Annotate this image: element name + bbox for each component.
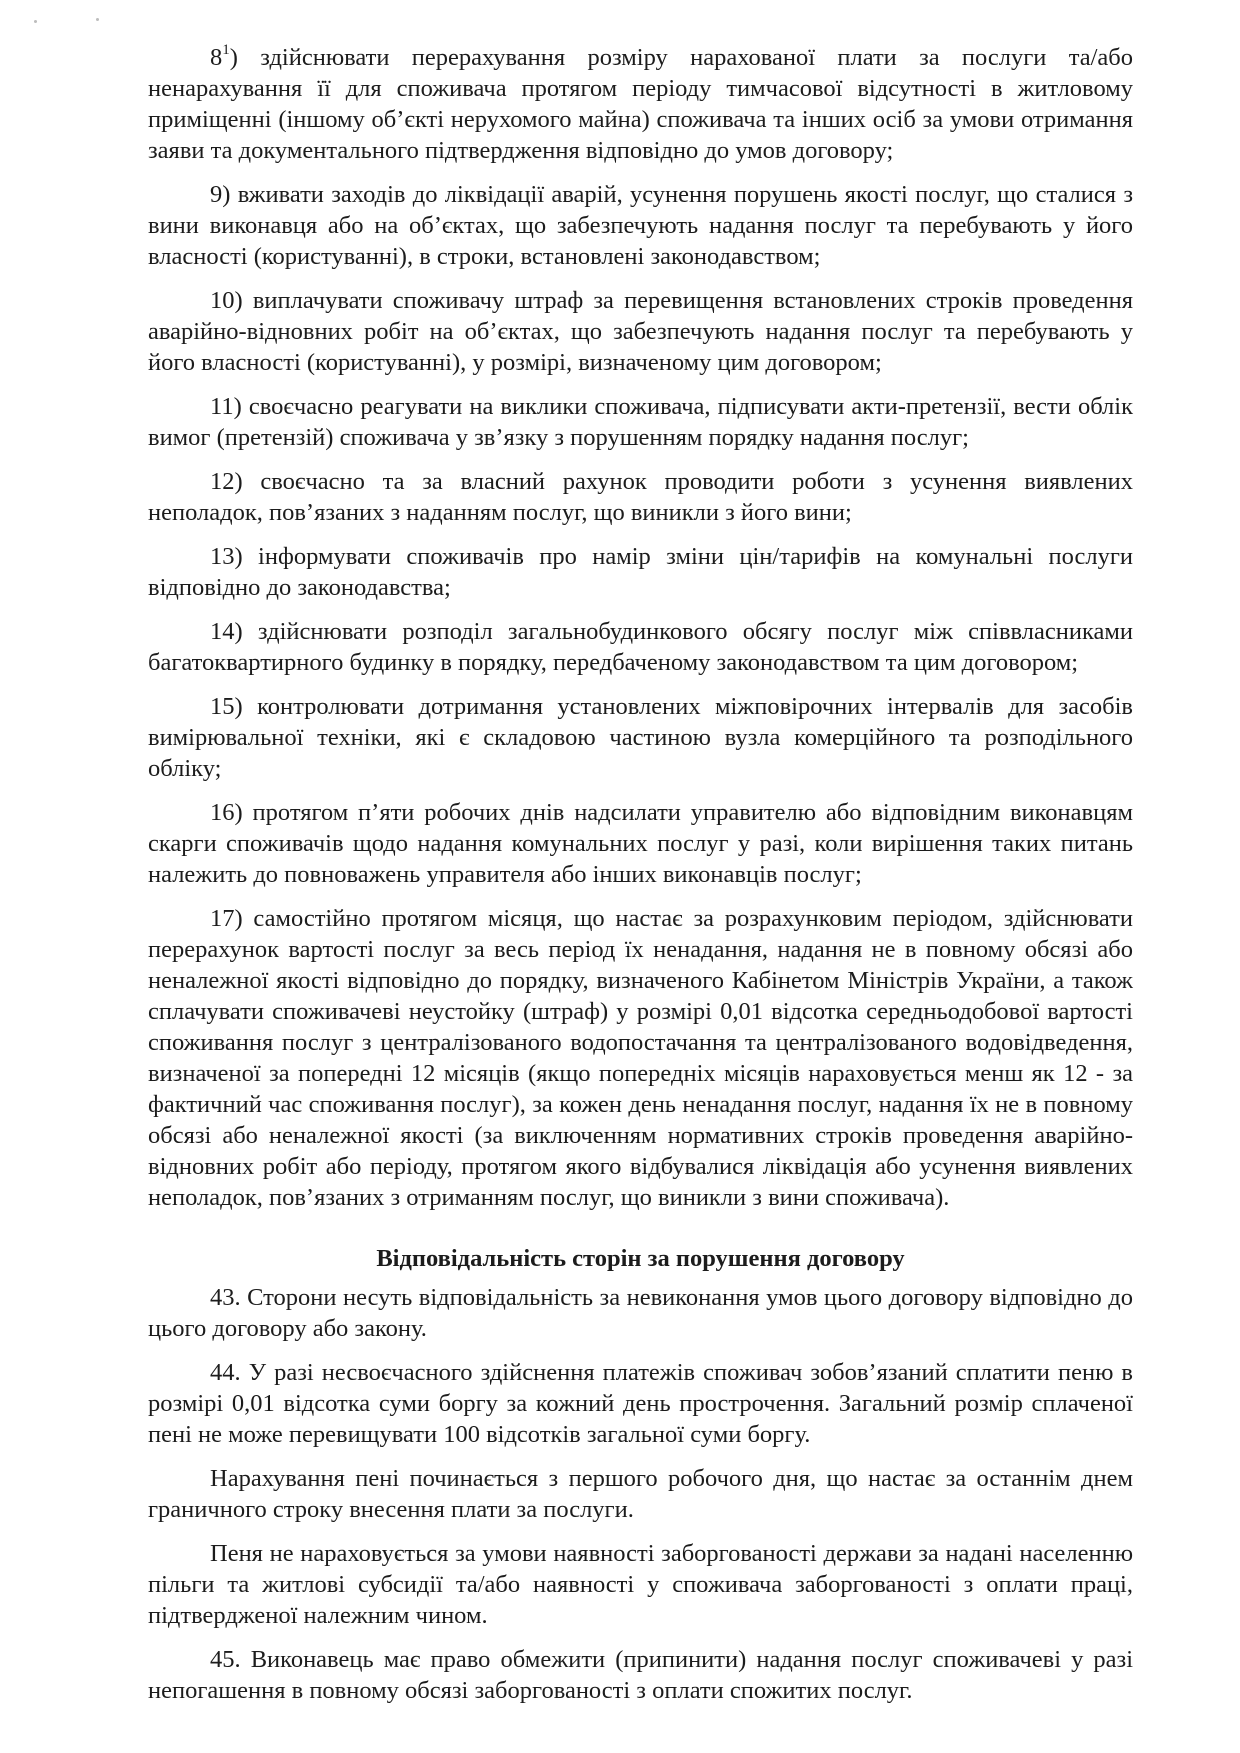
clause-text: Виконавець має право обмежити (припинити) надання послуг споживачеві у разі непогашення в повному обсязі заборгованості з оплати спожитих послуг.	[148, 1646, 1134, 1704]
item-text: здійснювати перерахування розміру нарахованої плати за послуги та/або ненарахування її для споживача протягом періоду тимчасової відсутності в житловому приміщенні (іншому об’єкті нерухомого майна) споживача та інших осіб за умови отримання заяви та документального підтвердження відповідно до умов договору;	[148, 44, 1133, 164]
item-superscript: 1	[222, 41, 230, 58]
scan-artifact	[34, 20, 37, 23]
item-number: 8	[210, 44, 223, 71]
clause-text: Сторони несуть відповідальність за невиконання умов цього договору відповідно до цього договору або закону.	[148, 1284, 1133, 1342]
scan-artifact	[96, 18, 99, 21]
clause-43	[148, 1282, 1133, 1344]
list-item-11	[148, 391, 1133, 453]
item-number: 16)	[210, 799, 243, 826]
item-text: здійснювати розподіл загальнобудинкового обсягу послуг між співвласниками багатоквартирного будинку в порядку, передбаченому законодавством та цим договором;	[148, 618, 1134, 676]
item-text: контролювати дотримання установлених міжповірочних інтервалів для засобів вимірювальної техніки, які є складовою частиною вузла комерційного та розподільного обліку;	[148, 693, 1133, 782]
list-item-10	[148, 285, 1133, 378]
list-item-14	[148, 616, 1133, 678]
item-number: 17)	[210, 905, 243, 932]
clause-44-paragraph-penalty-exemption	[148, 1538, 1133, 1631]
list-item-9	[148, 179, 1133, 272]
item-number-suffix: )	[229, 44, 238, 71]
item-text: вживати заходів до ліквідації аварій, усунення порушень якості послуг, що сталися з вини виконавця або на об’єктах, що забезпечують надання послуг та перебувають у його власності (користуванні), в строки, встановлені законодавством;	[148, 181, 1133, 270]
section-heading: Відповідальність сторін за порушення договору	[376, 1245, 905, 1272]
item-number: 14)	[210, 618, 243, 645]
list-item-8-1	[148, 42, 1133, 166]
item-number: 11)	[210, 393, 242, 420]
item-number: 15)	[210, 693, 243, 720]
list-item-16	[148, 797, 1133, 890]
clause-number: 43.	[210, 1284, 241, 1311]
clause-text: Нарахування пені починається з першого робочого дня, що настає за останнім днем граничного строку внесення плати за послуги.	[148, 1465, 1133, 1523]
item-text: самостійно протягом місяця, що настає за розрахунковим періодом, здійснювати перерахунок вартості послуг за весь період їх ненадання, надання не в повному обсязі або неналежної якості відповідно до порядку, визначеного Кабінетом Міністрів України, а також сплачувати споживачеві неустойку (штраф) у розмірі 0,01 відсотка середньодобової вартості споживання послуг з централізованого водопостачання та централізованого водовідведення, визначеної за попередні 12 місяців (якщо попередніх місяців нараховується менш як 12 - за фактичний час споживання послуг), за кожен день ненадання послуг, надання їх не в повному обсязі або неналежної якості (за виключенням нормативних строків проведення аварійно-відновних робіт або періоду, протягом якого відбувалися ліквідація або усунення виявлених неполадок, пов’язаних з отриманням послуг, що виникли з вини споживача).	[148, 905, 1133, 1211]
item-text: інформувати споживачів про намір зміни цін/тарифів на комунальні послуги відповідно до законодавства;	[148, 543, 1134, 601]
list-item-13	[148, 541, 1133, 603]
list-item-15	[148, 691, 1133, 784]
clause-45	[148, 1644, 1133, 1706]
clause-number: 44.	[210, 1359, 241, 1386]
item-text: своєчасно реагувати на виклики споживача, підписувати акти-претензії, вести облік вимог (претензій) споживача у зв’язку з порушенням порядку надання послуг;	[148, 393, 1133, 451]
item-text: протягом п’яти робочих днів надсилати управителю або відповідним виконавцям скарги споживачів щодо надання комунальних послуг у разі, коли вирішення таких питань належить до повноважень управителя або інших виконавців послуг;	[148, 799, 1133, 888]
clause-text: У разі несвоєчасного здійснення платежів споживач зобов’язаний сплатити пеню в розмірі 0,01 відсотка суми боргу за кожний день прострочення. Загальний розмір сплаченої пені не може перевищувати 100 відсотків загальної суми боргу.	[148, 1359, 1133, 1448]
list-item-12	[148, 466, 1133, 528]
item-text: своєчасно та за власний рахунок проводити роботи з усунення виявлених неполадок, пов’язаних з наданням послуг, що виникли з його вини;	[148, 468, 1133, 526]
item-number: 13)	[210, 543, 243, 570]
document-page	[148, 42, 1133, 1719]
item-number: 12)	[210, 468, 243, 495]
clause-44-paragraph-penalty-start	[148, 1463, 1133, 1525]
item-text: виплачувати споживачу штраф за перевищення встановлених строків проведення аварійно-відновних робіт на об’єктах, що забезпечують надання послуг та перебувають у його власності (користуванні), у розмірі, визначеному цим договором;	[148, 287, 1134, 376]
list-item-17	[148, 903, 1133, 1213]
clause-text: Пеня не нараховується за умови наявності заборгованості держави за надані населенню пільги та житлові субсидії та/або наявності у споживача заборгованості з оплати праці, підтвердженої належним чином.	[148, 1540, 1133, 1629]
clause-number: 45.	[210, 1646, 241, 1673]
clause-44	[148, 1357, 1133, 1450]
item-number: 10)	[210, 287, 243, 314]
item-number: 9)	[210, 181, 231, 208]
